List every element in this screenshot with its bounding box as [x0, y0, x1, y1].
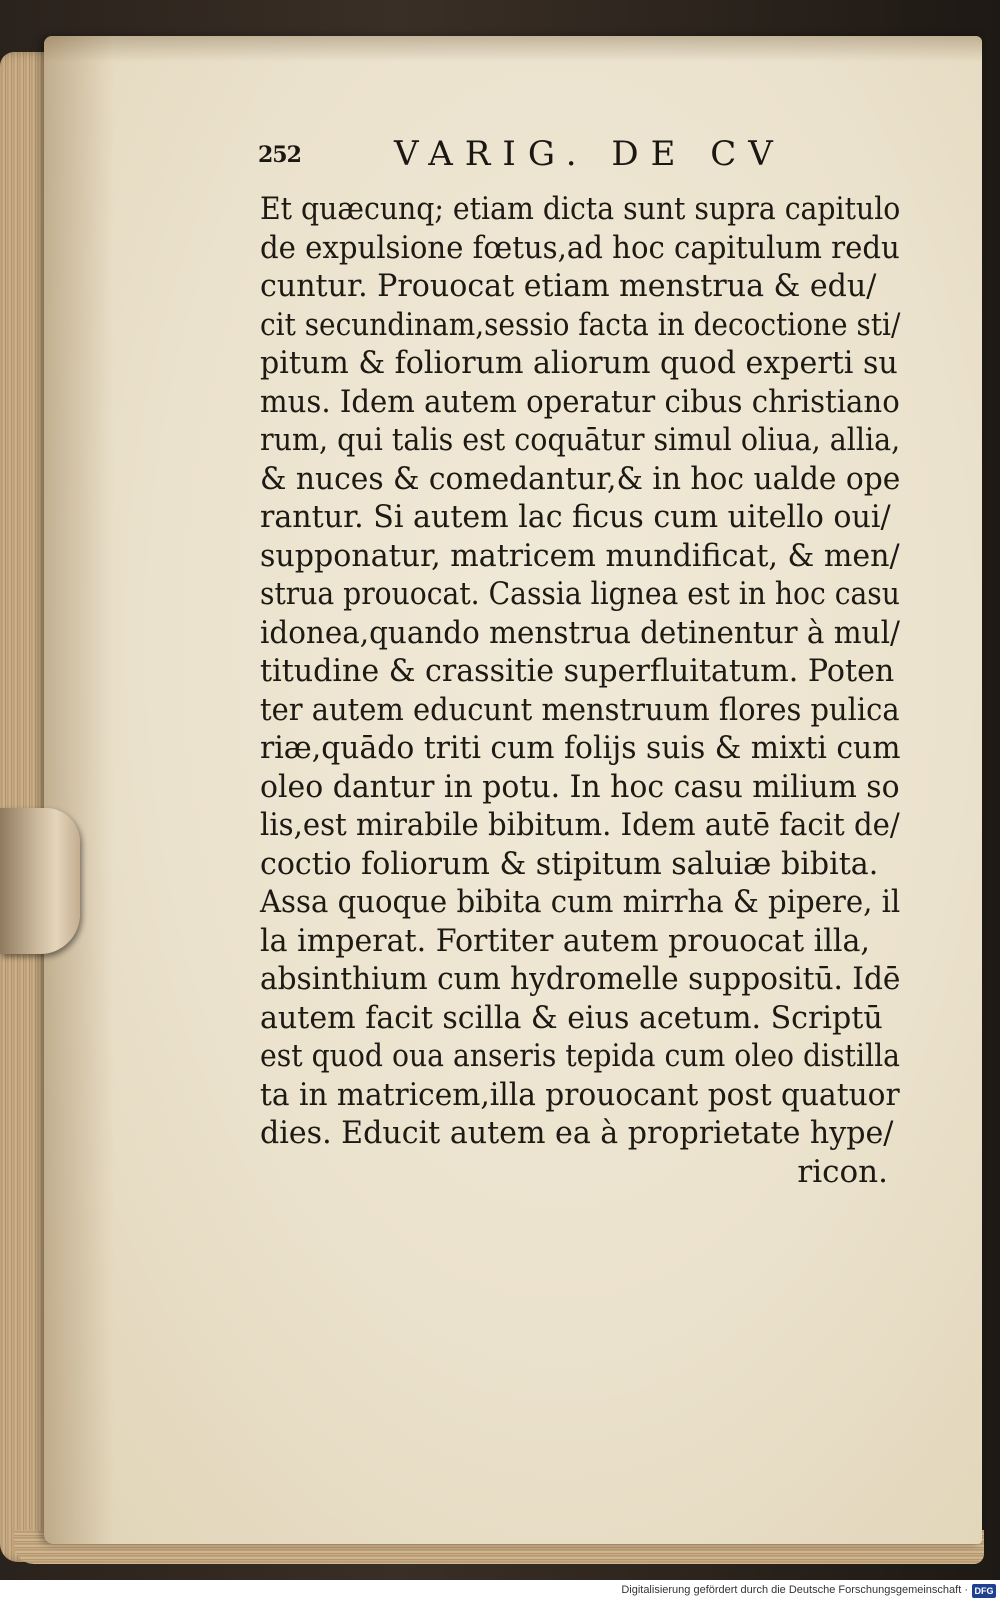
text-line: coctio foliorum & stipitum saluiæ bibita.	[260, 845, 879, 882]
text-line: Assa quoque bibita cum mirrha & pipere, il	[260, 884, 901, 920]
text-line: ta in matricem,illa prouocant post quatuor	[260, 1076, 900, 1113]
text-line: mus. Idem autem operatur cibus christiano	[260, 383, 900, 420]
text-line: idonea,quando menstrua detinentur à mul/	[260, 614, 900, 651]
text-line: cit secundinam,sessio facta in decoctione sti/	[260, 306, 901, 343]
text-line: & nuces & comedantur,& in hoc ualde ope	[260, 460, 901, 497]
text-line: dies. Educit autem ea à proprietate hype/	[260, 1115, 894, 1151]
text-line: strua prouocat. Cassia lignea est in hoc casu	[260, 576, 900, 612]
text-line: Et quæcunq; etiam dicta sunt supra capitulo	[260, 191, 901, 227]
text-line: absinthium cum hydromelle suppositū. Idē	[260, 961, 901, 997]
text-line: supponatur, matricem mundificat, & men/	[260, 537, 900, 574]
text-line: autem facit scilla & eius acetum. Scriptū	[260, 999, 883, 1036]
text-line: la imperat. Fortiter autem prouocat illa,	[260, 922, 870, 959]
text-line: riæ,quādo triti cum folijs suis & mixti cum	[260, 730, 901, 766]
page-gutter-shadow	[44, 36, 114, 1544]
text-line: cuntur. Prouocat etiam menstrua & edu/	[260, 268, 877, 304]
page-top-shadow	[44, 36, 982, 62]
text-line: ter autem educunt menstruum flores pulica	[260, 691, 900, 728]
text-line: lis,est mirabile bibitum. Idem autē facit de/	[260, 807, 900, 843]
running-head: VARIG. DE CV	[394, 134, 785, 174]
page-clip	[0, 808, 80, 954]
page-number: 252	[258, 142, 301, 168]
body-text	[260, 190, 920, 1191]
page-header	[258, 130, 858, 176]
text-line: ricon.	[797, 1153, 888, 1190]
text-line: rum, qui talis est coquātur simul oliua, allia,	[260, 422, 901, 458]
text-line: de expulsione fœtus,ad hoc capitulum redu	[260, 229, 900, 266]
text-line: est quod oua anseris tepida cum oleo distilla	[260, 1038, 901, 1074]
text-line: rantur. Si autem lac ficus cum uitello oui/	[260, 499, 891, 535]
text-line: oleo dantur in potu. In hoc casu milium so	[260, 768, 900, 805]
footer-credit: Digitalisierung gefördert durch die Deutsche Forschungsgemeinschaft ·	[621, 1584, 968, 1596]
footer	[0, 1580, 1000, 1604]
text-line: pitum & foliorum aliorum quod experti su	[260, 345, 898, 381]
text-line: titudine & crassitie superfluitatum. Poten	[260, 653, 895, 689]
dfg-logo-icon: DFG	[972, 1584, 996, 1598]
